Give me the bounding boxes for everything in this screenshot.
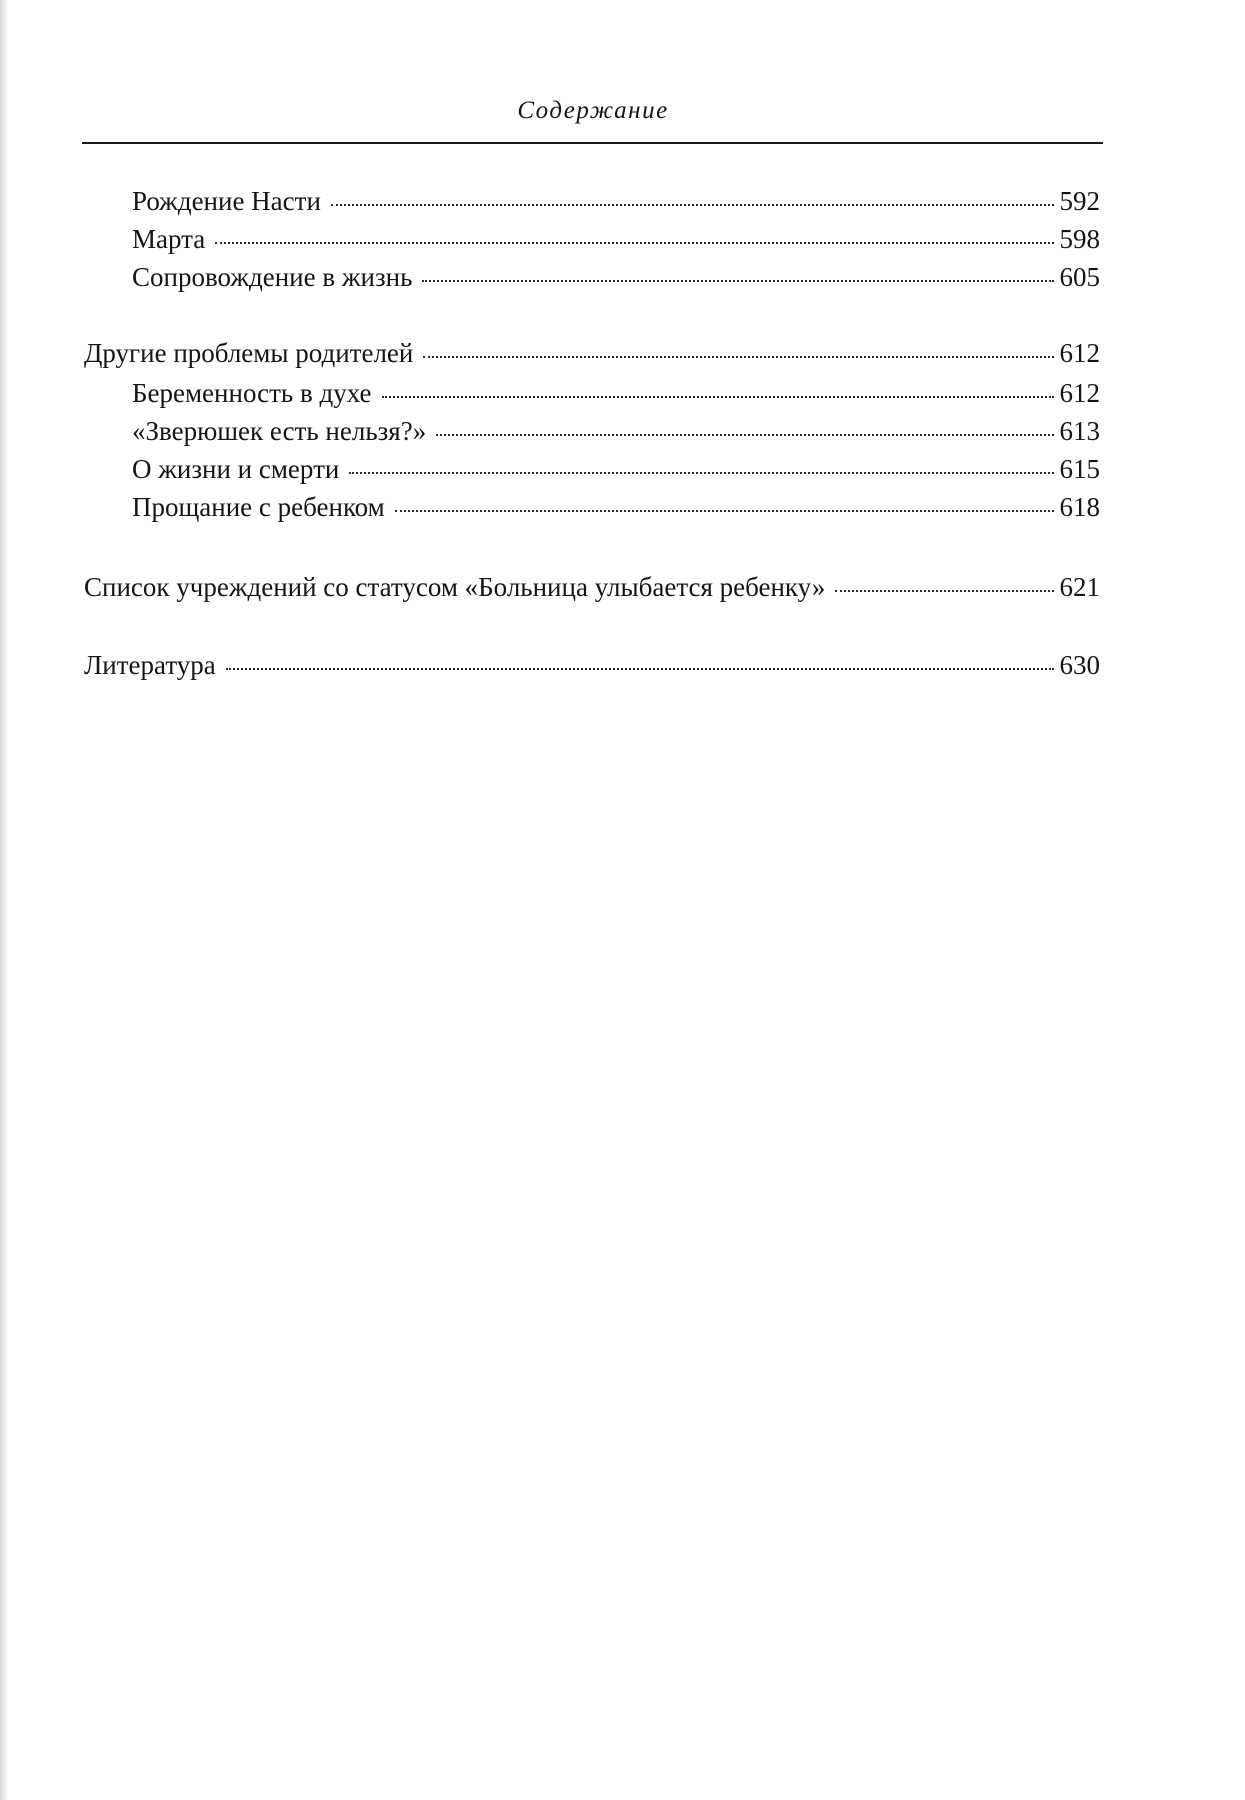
- toc-entry: [132, 264, 1100, 291]
- dot-leader: [835, 590, 1053, 592]
- toc-entry: [132, 188, 1100, 215]
- toc-entry: [132, 380, 1100, 407]
- toc-entry: [84, 340, 1100, 367]
- dot-leader: [331, 204, 1054, 206]
- toc-page-number: 612: [1059, 338, 1100, 368]
- toc-entry-title: Марта: [132, 224, 206, 254]
- toc-entry: [84, 652, 1100, 679]
- toc-entry-title: Беременность в духе: [132, 378, 372, 408]
- running-header: Содержание: [517, 97, 669, 124]
- dot-leader: [226, 668, 1054, 670]
- dot-leader: [215, 242, 1053, 244]
- toc-page-number: 592: [1059, 186, 1100, 216]
- toc-page-number: 621: [1059, 572, 1100, 602]
- dot-leader: [395, 510, 1054, 512]
- dot-leader: [422, 280, 1053, 282]
- toc-page-number: 598: [1059, 224, 1100, 254]
- toc-entry-title: «Зверюшек есть нельзя?»: [132, 416, 427, 446]
- dot-leader: [423, 356, 1053, 358]
- toc-entry-title: Сопровождение в жизнь: [132, 262, 413, 292]
- header-rule: [82, 142, 1103, 144]
- toc-entry-title: Рождение Насти: [132, 186, 321, 216]
- toc-page-number: 613: [1059, 416, 1100, 446]
- toc-page-number: 612: [1059, 378, 1100, 408]
- toc-entry: [132, 494, 1100, 521]
- toc-entry: [132, 418, 1100, 445]
- toc-entry-title: О жизни и смерти: [132, 454, 340, 484]
- toc-page-number: 615: [1059, 454, 1100, 484]
- toc-entry-title: Список учреждений со статусом «Больница улыбается ребенку»: [84, 572, 826, 602]
- toc-entry-title: Другие проблемы родителей: [84, 338, 414, 368]
- dot-leader: [349, 472, 1053, 474]
- toc-page-number: 605: [1059, 262, 1100, 292]
- toc-entry: [84, 574, 1100, 601]
- toc-entry: [132, 226, 1100, 253]
- dot-leader: [382, 396, 1054, 398]
- toc-page-number: 630: [1059, 650, 1100, 680]
- toc-entry-title: Прощание с ребенком: [132, 492, 385, 522]
- scan-edge-shadow: [0, 0, 8, 1800]
- dot-leader: [436, 434, 1053, 436]
- toc-page-number: 618: [1059, 492, 1100, 522]
- toc-entry-title: Литература: [84, 650, 216, 680]
- toc-entry: [132, 456, 1100, 483]
